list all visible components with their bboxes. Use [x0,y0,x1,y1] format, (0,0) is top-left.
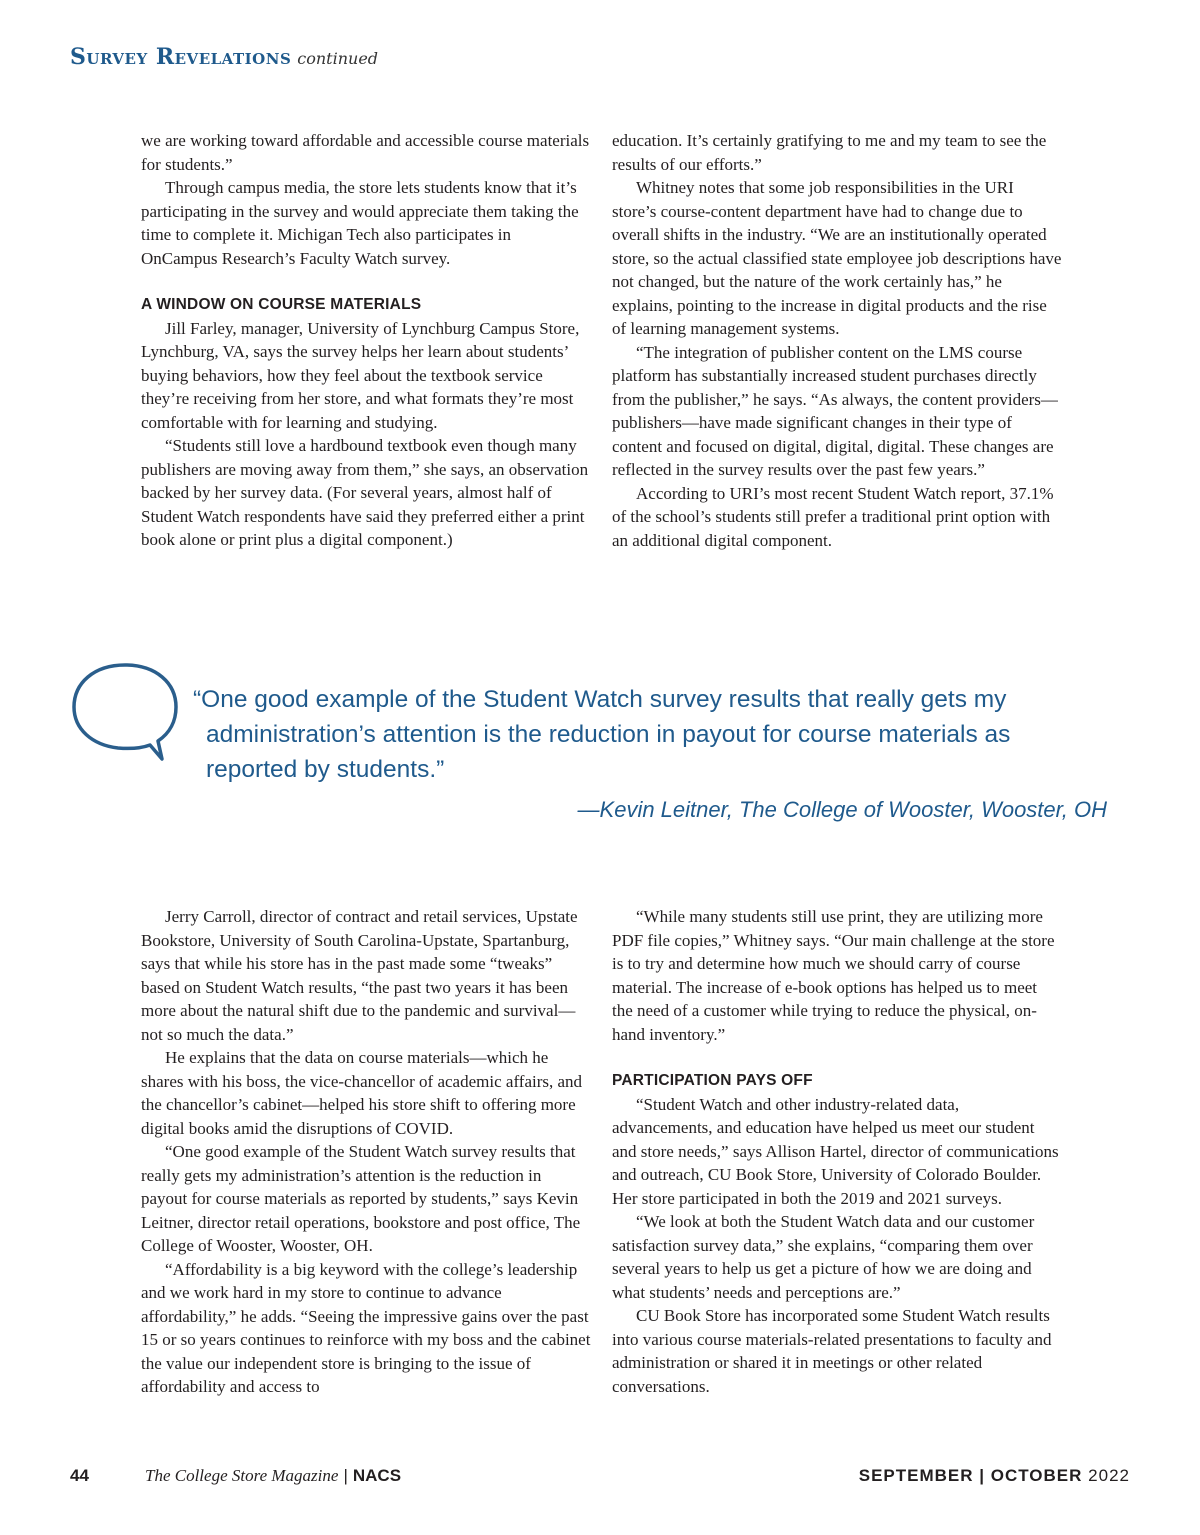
section-title: Survey Revelations [70,44,292,70]
column-4 [612,905,1062,1398]
org-name: NACS [352,1466,402,1485]
paragraph: “While many students still use print, they are utilizing more PDF file copies,” Whitney says. “Our main challenge at the store is to try and determine how much we should carry of course material. The increase of e-book options has helped us to meet the need of a customer while trying to reduce the physical, on-hand inventory.” [612,907,1055,1044]
issue-date [859,1466,1130,1486]
subheading: PARTICIPATION PAYS OFF [612,1072,813,1089]
speech-bubble-icon [70,659,180,767]
paragraph: According to URI’s most recent Student Watch report, 37.1% of the school’s students still prefer a traditional print option with an additional digital component. [612,483,1054,550]
page-footer [70,1466,1130,1490]
issue-year: 2022 [1088,1466,1130,1485]
page-number: 44 [70,1466,89,1485]
paragraph: education. It’s certainly gratifying to me and my team to see the results of our efforts.” [612,131,1047,174]
paragraph: “We look at both the Student Watch data and our customer satisfaction survey data,” she explains, “comparing them over several years to help us get a picture of how we are doing and what students’ needs and perceptions are.” [612,1212,1035,1302]
paragraph: “Students still love a hardbound textbook even though many publishers are moving away from them,” she says, an observation backed by her survey data. (For several years, almost half of Student Watch respondents have said they preferred either a print book alone or print plus a digital component.) [141,436,589,549]
paragraph: Jill Farley, manager, University of Lynchburg Campus Store, Lynchburg, VA, says the survey helps her learn about students’ buying behaviors, how they feel about the textbook service they’re receiving from her store, and what formats they’re most comfortable with for learning and studying. [141,318,580,432]
paragraph: CU Book Store has incorporated some Student Watch results into various course materials-related presentations to faculty and administration or shared it in meetings or other related conversations. [612,1306,1052,1396]
pull-quote-attribution: —Kevin Leitner, The College of Wooster, Wooster, OH [577,797,1107,822]
column-2 [612,129,1062,552]
footer-separator: | [343,1466,348,1485]
issue-months: SEPTEMBER | OCTOBER [858,1466,1083,1485]
subheading: A WINDOW ON COURSE MATERIALS [141,296,422,313]
paragraph: Jerry Carroll, director of contract and retail services, Upstate Bookstore, University of South Carolina-Upstate, Spartanburg, says that while his store has in the past made some “tweaks” based on Student Watch results, “the past two years it has been more about the natural shift due to the pandemic and survival—not so much the data.” [141,907,578,1044]
paragraph: “Student Watch and other industry-related data, advancements, and education have helped us meet our student and store needs,” says Allison Hartel, director of communications and outreach, CU Book Store, University of Colorado Boulder. Her store participated in both the 2019 and 2021 surveys. [612,1094,1059,1208]
paragraph: Through campus media, the store lets students know that it’s participating in the survey and would appreciate them taking the time to complete it. Michigan Tech also participates in OnCampus Research’s Faculty Watch survey. [141,178,579,268]
magazine-title: The College Store Magazine [145,1466,339,1485]
section-header [70,44,378,70]
paragraph: we are working toward affordable and accessible course materials for students.” [141,131,590,174]
magazine-name [145,1466,401,1486]
paragraph: He explains that the data on course materials—which he shares with his boss, the vice-chancellor of academic affairs, and the chancellor’s cabinet—helped his store shift to offering more digital books amid the disruptions of COVID. [141,1048,583,1138]
paragraph: “Affordability is a big keyword with the college’s leadership and we work hard in my store to continue to advance affordability,” he adds. “Seeing the impressive gains over the past 15 or so years continues to reinforce with my boss and the cabinet the value our independent store is bringing to the issue of affordability and access to [141,1259,591,1396]
paragraph: “The integration of publisher content on the LMS course platform has substantially increased student purchases directly from the publisher,” he says. “As always, the content providers—publishers—have made significant changes in their type of content and focused on digital, digital, digital. These changes are reflected in the survey results over the past few years.” [612,342,1058,479]
continued-label: continued [297,49,379,68]
paragraph: Whitney notes that some job responsibilities in the URI store’s course-content department have had to change due to overall shifts in the industry. “We are an institutionally operated store, so the actual classified state employee job descriptions have not changed, but the nature of the work certainly has,” he explains, pointing to the increase in digital products and the rise of learning management systems. [612,178,1062,338]
paragraph: “One good example of the Student Watch survey results that really gets my administration’s attention is the reduction in payout for course materials as reported by students,” says Kevin Leitner, director retail operations, bookstore and post office, The College of Wooster, Wooster, OH. [141,1142,581,1255]
column-3 [141,905,591,1399]
pull-quote-text: “One good example of the Student Watch survey results that really gets my administration’s attention is the reduction in payout for course materials as reported by students.” [193,686,1011,783]
column-1 [141,129,591,552]
pull-quote [0,655,1200,835]
